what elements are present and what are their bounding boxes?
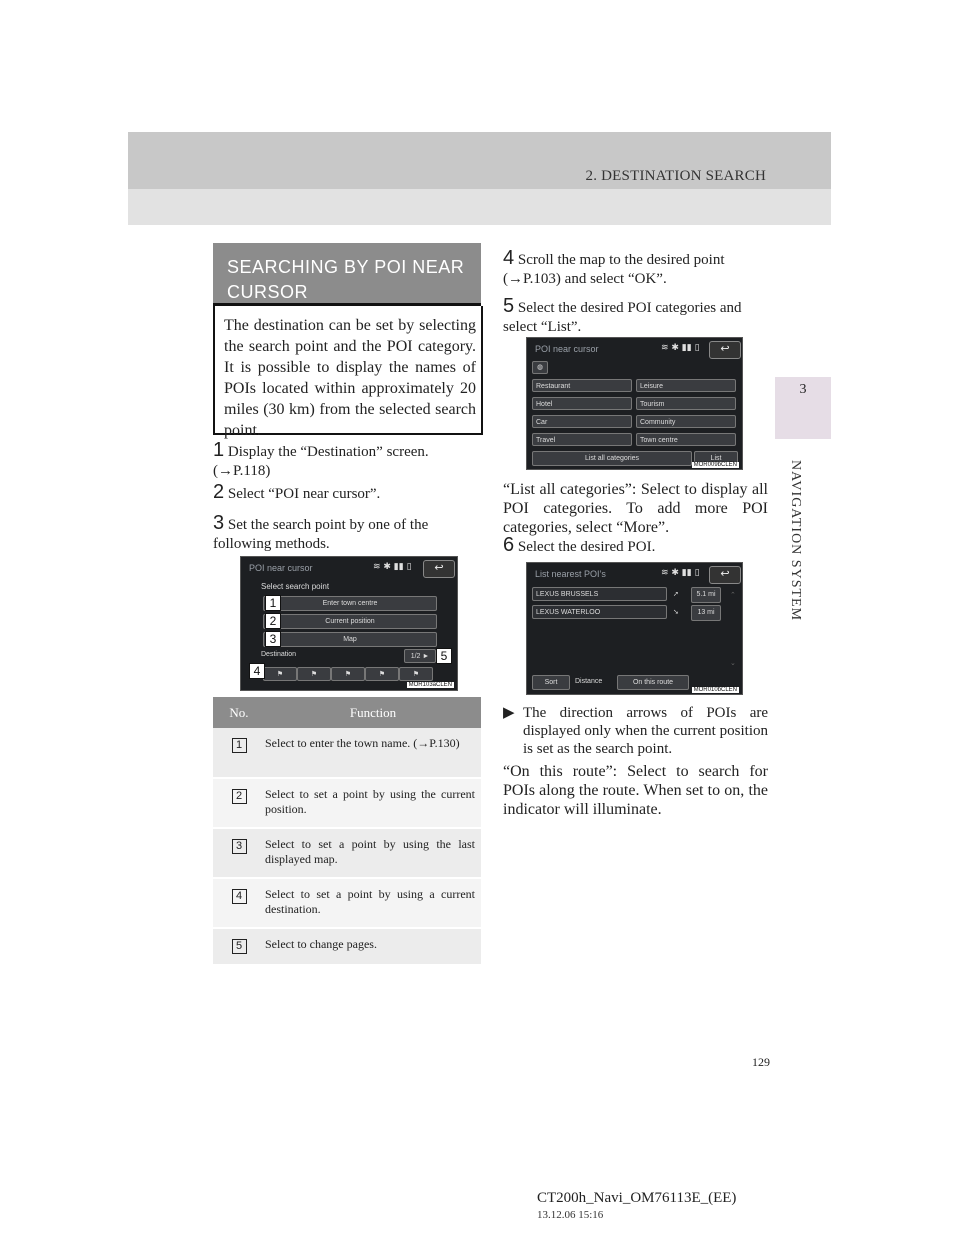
list-all-note: “List all categories”: Select to display all POI categories. To add more POI categories, select “More”. bbox=[503, 481, 768, 536]
row-number: 2 bbox=[232, 789, 247, 804]
sort-button[interactable]: Sort bbox=[532, 675, 570, 690]
table-row bbox=[213, 778, 481, 828]
step-number: 1 bbox=[213, 439, 225, 461]
poi-distance: 13 mi bbox=[691, 605, 721, 621]
page-number: 129 bbox=[752, 1055, 770, 1069]
map-button[interactable]: Map bbox=[263, 632, 437, 647]
step-number: 4 bbox=[503, 247, 515, 269]
intro-text: The destination can be set by selecting the search point and the POI category. It is possible to display the names of POIs located within approximately 20 miles (30 km) from the selected search point. bbox=[224, 317, 476, 439]
table-row bbox=[213, 928, 481, 965]
step-text: Select “POI near cursor”. bbox=[227, 486, 381, 502]
callout-2: 2 bbox=[265, 613, 281, 629]
screen-poi-list bbox=[526, 562, 743, 695]
note-bullet-text: The direction arrows of POIs are displayed only when the current position is set as the search point. bbox=[523, 705, 768, 757]
note-bullet bbox=[503, 704, 768, 758]
row-function: Select to change pages. bbox=[265, 928, 481, 965]
on-this-route-button[interactable]: On this route bbox=[617, 675, 689, 690]
screen-heading: Select search point bbox=[261, 582, 330, 591]
step-text: Select the desired POI. bbox=[517, 539, 656, 555]
sort-mode-label: Distance bbox=[575, 678, 603, 685]
callout-5: 5 bbox=[436, 648, 452, 664]
destination-flag-4[interactable]: ⚑ bbox=[365, 667, 399, 681]
chapter-number: 3 bbox=[799, 382, 807, 397]
page-button[interactable]: 1/2 ► bbox=[404, 649, 436, 663]
list-all-categories-button[interactable]: List all categories bbox=[532, 451, 692, 466]
step-text: Select the desired POI categories and select “List”. bbox=[503, 300, 742, 335]
step-text: Set the search point by one of the following methods. bbox=[213, 517, 429, 552]
category-town-centre[interactable]: Town centre bbox=[636, 433, 736, 446]
poi-item-lexus-waterloo[interactable]: LEXUS WATERLOO bbox=[532, 605, 667, 619]
back-button[interactable]: ↩ bbox=[709, 566, 741, 584]
section-title: SEARCHING BY POI NEAR CURSOR bbox=[227, 257, 465, 302]
step-1 bbox=[213, 441, 481, 481]
status-icons: ≋ ✱ ▮▮ ▯ bbox=[661, 343, 700, 353]
status-icons: ≋ ✱ ▮▮ ▯ bbox=[373, 562, 412, 572]
step-3 bbox=[213, 514, 481, 554]
bullet-icon: ▶ bbox=[503, 705, 515, 721]
status-icons: ≋ ✱ ▮▮ ▯ bbox=[661, 568, 700, 578]
row-function: Select to set a point by using the last displayed map. bbox=[265, 828, 481, 878]
filter-icon[interactable]: ◍ bbox=[532, 361, 548, 374]
back-button[interactable]: ↩ bbox=[709, 341, 741, 359]
step-text: Display the “Destination” screen. (→P.118) bbox=[213, 444, 429, 479]
row-number: 5 bbox=[232, 939, 247, 954]
image-code: MOR010bCLEN bbox=[693, 687, 737, 693]
column-header-no: No. bbox=[213, 697, 265, 728]
chapter-label: NAVIGATION SYSTEM bbox=[788, 460, 803, 622]
row-function: Select to enter the town name. (→P.130) bbox=[265, 728, 481, 778]
callout-4: 4 bbox=[249, 663, 265, 679]
table-row bbox=[213, 878, 481, 928]
category-restaurant[interactable]: Restaurant bbox=[532, 379, 632, 392]
scroll-down-icon[interactable]: ⌄ bbox=[730, 660, 736, 667]
screen-title: POI near cursor bbox=[249, 563, 313, 573]
step-number: 2 bbox=[213, 481, 225, 503]
category-leisure[interactable]: Leisure bbox=[636, 379, 736, 392]
function-table bbox=[213, 697, 481, 966]
back-button[interactable]: ↩ bbox=[423, 560, 455, 578]
table-row bbox=[213, 728, 481, 778]
direction-arrow-icon: ➘ bbox=[673, 609, 679, 616]
step-number: 6 bbox=[503, 534, 515, 556]
destination-flag-1[interactable]: ⚑ bbox=[263, 667, 297, 681]
table-row bbox=[213, 828, 481, 878]
row-function: Select to set a point by using a current destination. bbox=[265, 878, 481, 928]
running-header: 2. DESTINATION SEARCH bbox=[585, 168, 766, 184]
step-5 bbox=[503, 297, 768, 337]
row-function: Select to set a point by using the current position. bbox=[265, 778, 481, 828]
poi-distance: 5.1 mi bbox=[691, 587, 721, 603]
category-travel[interactable]: Travel bbox=[532, 433, 632, 446]
destination-flag-5[interactable]: ⚑ bbox=[399, 667, 433, 681]
destination-flag-2[interactable]: ⚑ bbox=[297, 667, 331, 681]
row-number: 1 bbox=[232, 738, 247, 753]
current-position-button[interactable]: Current position bbox=[263, 614, 437, 629]
row-number: 3 bbox=[232, 839, 247, 854]
category-tourism[interactable]: Tourism bbox=[636, 397, 736, 410]
image-code: MOR009bCLEN bbox=[693, 462, 737, 468]
destination-label: Destination bbox=[261, 651, 297, 658]
direction-arrow-icon: ➚ bbox=[673, 591, 679, 598]
poi-item-lexus-brussels[interactable]: LEXUS BRUSSELS bbox=[532, 587, 667, 601]
list-button[interactable]: List bbox=[694, 451, 738, 466]
header-band bbox=[128, 189, 831, 225]
note-on-route: “On this route”: Select to search for POIs along the route. When set to on, the indicator will illuminate. bbox=[503, 763, 768, 818]
step-number: 5 bbox=[503, 295, 515, 317]
step-2 bbox=[213, 483, 481, 504]
table-header bbox=[213, 697, 481, 728]
destination-flag-3[interactable]: ⚑ bbox=[331, 667, 365, 681]
scroll-up-icon[interactable]: ⌃ bbox=[730, 592, 736, 599]
step-number: 3 bbox=[213, 512, 225, 534]
screen-poi-categories bbox=[526, 337, 743, 470]
screen-title: POI near cursor bbox=[535, 344, 599, 354]
screen-select-search-point bbox=[240, 556, 458, 691]
row-number: 4 bbox=[232, 889, 247, 904]
category-hotel[interactable]: Hotel bbox=[532, 397, 632, 410]
step-4 bbox=[503, 249, 768, 289]
footer-timestamp: 13.12.06 15:16 bbox=[537, 1209, 604, 1221]
category-community[interactable]: Community bbox=[636, 415, 736, 428]
category-car[interactable]: Car bbox=[532, 415, 632, 428]
image-code: MOR103aCLEN bbox=[408, 682, 452, 688]
step-6 bbox=[503, 536, 768, 557]
column-header-function: Function bbox=[265, 697, 481, 728]
callout-3: 3 bbox=[265, 631, 281, 647]
enter-town-centre-button[interactable]: Enter town centre bbox=[263, 596, 437, 611]
footer-file: CT200h_Navi_OM76113E_(EE) bbox=[537, 1190, 737, 1206]
step-text: Scroll the map to the desired point (→P.103) and select “OK”. bbox=[503, 252, 725, 287]
screen-title: List nearest POI’s bbox=[535, 569, 606, 579]
callout-1: 1 bbox=[265, 595, 281, 611]
